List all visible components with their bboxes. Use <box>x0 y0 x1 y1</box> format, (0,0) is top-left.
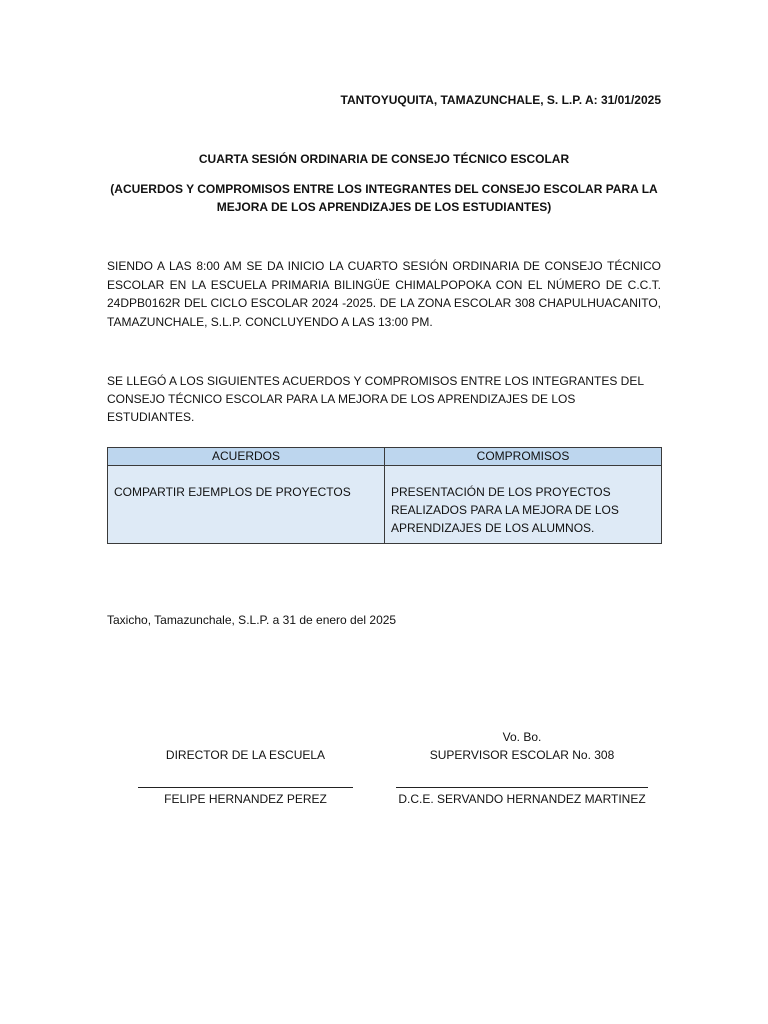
document-title: CUARTA SESIÓN ORDINARIA DE CONSEJO TÉCNICO ESCOLAR <box>198 152 570 166</box>
opening-paragraph: SIENDO A LAS 8:00 AM SE DA INICIO LA CUARTO SESIÓN ORDINARIA DE CONSEJO TÉCNICO ESCOLAR EN LA ESCUELA PRIMARIA BILINGÜE CHIMALPOPOKA CON EL NÚMERO DE C.C.T. 24DPB0162R DEL CICLO ESCOLAR 2024 -2025. DE LA ZONA ESCOLAR 308 CHAPULHUACANITO, TAMAZUNCHALE, S.L.P. CONCLUYENDO A LAS 13:00 PM. <box>107 259 661 329</box>
signature-name-supervisor: D.C.E. SERVANDO HERNANDEZ MARTINEZ <box>398 792 646 806</box>
table-cell-compromiso: PRESENTACIÓN DE LOS PROYECTOS REALIZADOS PARA LA MEJORA DE LOS APRENDIZAJES DE LOS ALUMNOS. <box>385 466 662 544</box>
signature-role-supervisor: SUPERVISOR ESCOLAR No. 308 <box>429 748 615 762</box>
signature-block-director <box>138 746 353 808</box>
signature-name-director: FELIPE HERNANDEZ PEREZ <box>164 792 327 806</box>
approval-label: Vo. Bo. <box>502 730 542 744</box>
table-header-row <box>108 448 662 466</box>
header-date-line: TANTOYUQUITA, TAMAZUNCHALE, S. L.P. A: 31/01/2025 <box>340 93 661 107</box>
table-header-acuerdos: ACUERDOS <box>108 448 385 466</box>
agreements-intro-paragraph: SE LLEGÓ A LOS SIGUIENTES ACUERDOS Y COMPROMISOS ENTRE LOS INTEGRANTES DEL CONSEJO TÉCNICO ESCOLAR PARA LA MEJORA DE LOS APRENDIZAJES DE LOS ESTUDIANTES. <box>107 374 644 424</box>
document-subtitle: (ACUERDOS Y COMPROMISOS ENTRE LOS INTEGRANTES DEL CONSEJO ESCOLAR PARA LA MEJORA DE LOS APRENDIZAJES DE LOS ESTUDIANTES) <box>110 182 658 214</box>
signature-line-director <box>138 787 353 788</box>
signature-block-supervisor <box>396 728 648 808</box>
signature-line-supervisor <box>396 787 648 788</box>
agreements-table <box>107 447 662 544</box>
table-row <box>108 466 662 544</box>
table-cell-acuerdo: COMPARTIR EJEMPLOS DE PROYECTOS <box>108 466 385 544</box>
place-date-line: Taxicho, Tamazunchale, S.L.P. a 31 de enero del 2025 <box>107 613 397 627</box>
table-header-compromisos: COMPROMISOS <box>385 448 662 466</box>
signature-role-director: DIRECTOR DE LA ESCUELA <box>165 748 326 762</box>
